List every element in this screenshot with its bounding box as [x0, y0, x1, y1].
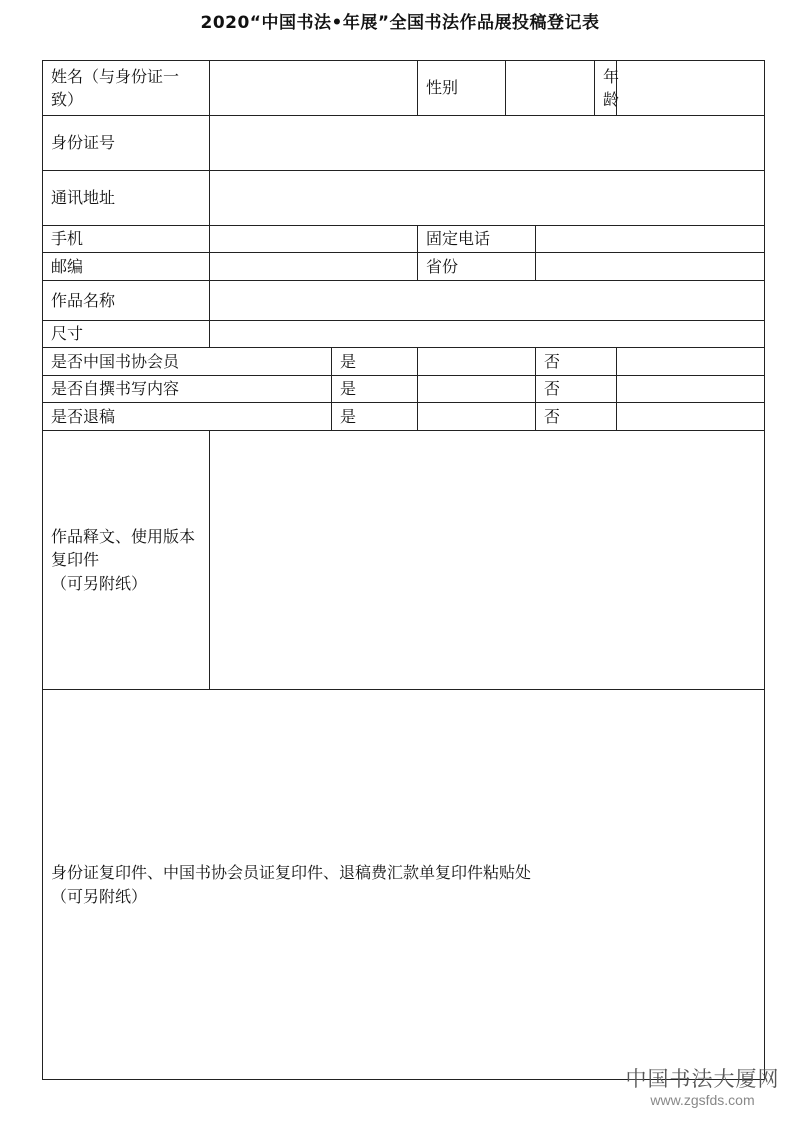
id-number-label: 身份证号: [43, 116, 210, 171]
return-no-label: 否: [536, 403, 617, 431]
member-question-label: 是否中国书协会员: [43, 348, 332, 376]
self-composed-no-label: 否: [536, 376, 617, 403]
watermark-url: www.zgsfds.com: [650, 1092, 755, 1109]
address-label: 通讯地址: [43, 171, 210, 226]
row-transcript: [43, 431, 765, 690]
landline-label: 固定电话: [418, 226, 536, 253]
gender-field[interactable]: [506, 61, 595, 116]
transcript-note: （可另附纸）: [51, 573, 148, 593]
return-yes-field[interactable]: [418, 403, 536, 431]
name-label: 姓名（与身份证一致）: [43, 61, 210, 116]
row-name-gender-age: [43, 61, 765, 116]
row-member-question: [43, 348, 765, 376]
transcript-label: 作品释文、使用版本复印件: [51, 527, 196, 570]
member-yes-label: 是: [332, 348, 418, 376]
member-no-field[interactable]: [617, 348, 765, 376]
row-work-title: [43, 281, 765, 321]
registration-form-table: [42, 60, 765, 1080]
self-composed-yes-label: 是: [332, 376, 418, 403]
size-label: 尺寸: [43, 321, 210, 348]
postcode-field[interactable]: [210, 253, 418, 281]
member-yes-field[interactable]: [418, 348, 536, 376]
return-yes-label: 是: [332, 403, 418, 431]
self-composed-yes-field[interactable]: [418, 376, 536, 403]
form-title: 2020“中国书法•年展”全国书法作品展投稿登记表: [200, 13, 600, 33]
return-question-label: 是否退稿: [43, 403, 332, 431]
mobile-field[interactable]: [210, 226, 418, 253]
name-field[interactable]: [210, 61, 418, 116]
row-mobile-landline: [43, 226, 765, 253]
attachment-area[interactable]: [43, 690, 765, 1080]
gender-label: 性别: [418, 61, 506, 116]
age-label: 年龄: [595, 61, 617, 116]
row-id-number: [43, 116, 765, 171]
row-size: [43, 321, 765, 348]
self-composed-no-field[interactable]: [617, 376, 765, 403]
age-field[interactable]: [617, 61, 765, 116]
work-title-field[interactable]: [210, 281, 765, 321]
row-address: [43, 171, 765, 226]
attachment-label: 身份证复印件、中国书协会员证复印件、退稿费汇款单复印件粘贴处: [51, 863, 532, 883]
province-label: 省份: [418, 253, 536, 281]
mobile-label: 手机: [43, 226, 210, 253]
id-number-field[interactable]: [210, 116, 765, 171]
attachment-note: （可另附纸）: [51, 886, 148, 906]
row-attachment: [43, 690, 765, 1080]
site-watermark: [615, 1067, 790, 1109]
address-field[interactable]: [210, 171, 765, 226]
return-no-field[interactable]: [617, 403, 765, 431]
province-field[interactable]: [536, 253, 765, 281]
self-composed-question-label: 是否自撰书写内容: [43, 376, 332, 403]
postcode-label: 邮编: [43, 253, 210, 281]
transcript-field[interactable]: [210, 431, 765, 690]
row-self-composed-question: [43, 376, 765, 403]
watermark-logo: 中国书法大厦网: [625, 1067, 780, 1092]
transcript-label-cell: [43, 431, 210, 690]
row-return-question: [43, 403, 765, 431]
work-title-label: 作品名称: [43, 281, 210, 321]
size-field[interactable]: [210, 321, 765, 348]
member-no-label: 否: [536, 348, 617, 376]
row-postcode-province: [43, 253, 765, 281]
landline-field[interactable]: [536, 226, 765, 253]
